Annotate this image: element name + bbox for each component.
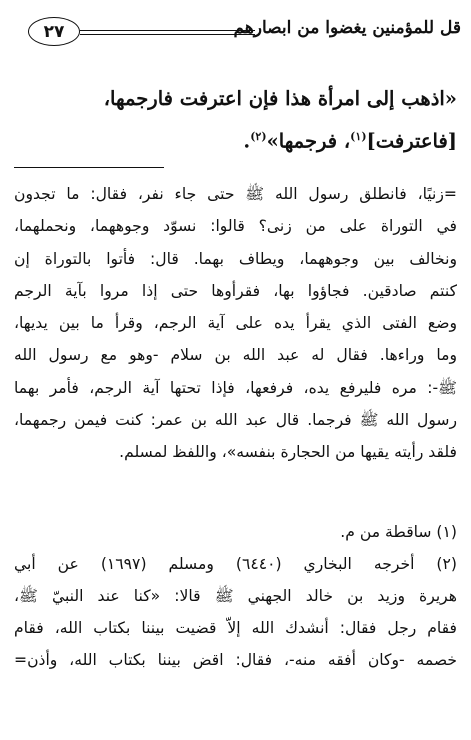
body-line: ﷺ-: مره فليرفع يده، فرفعها، فإذا تحتها آية الرجم، فأمر بهما — [14, 378, 457, 397]
header-rule-inner — [80, 34, 255, 35]
footnote-ref-1: (١) — [350, 130, 367, 143]
footnote-ref-2: (٢) — [250, 130, 267, 143]
body-line: كنتم صادقين. فجاؤوا بها، فقرأوها حتى إذا مروا بآية الرجم — [14, 281, 457, 300]
main-line-2 — [14, 118, 457, 161]
page-number — [28, 17, 80, 46]
footnote-2-line: خصمه -وكان أفقه منه-، فقال: اقض بيننا بكتاب الله، وأذن= — [14, 651, 457, 669]
body-line: رسول الله ﷺ فرجما. قال عبد الله بن عمر: كنت فيمن رجمهما، — [14, 411, 457, 430]
main-line-1: «اذهب إلى امرأة هذا فإن اعترفت فارجمها، — [103, 87, 457, 110]
main-line-2-a: [فاعترفت] — [366, 129, 457, 153]
body-line: فلقد رأيته يقيها من الحجارة بنفسه»، واللفظ لمسلم. — [119, 443, 457, 462]
footnote-2-line: (٢) أخرجه البخاري (٦٤٤٠) ومسلم (١٦٩٧) عن أبي — [14, 555, 457, 573]
page-number-text: ٢٧ — [43, 21, 65, 42]
running-title: قل للمؤمنين يغضوا من ابصارهم — [233, 18, 461, 38]
body-line: ونخالف بين وجوههما، ويطاف بهما. قال: فأتوا بالتوراة إن — [14, 249, 457, 268]
body-line: =زنيًا، فانطلق رسول الله ﷺ حتى جاء نفر، فقال: ما تجدون — [14, 185, 457, 203]
footnote-separator — [14, 167, 164, 168]
footnotes — [14, 516, 457, 676]
footnote-1: (١) ساقطة من م. — [340, 523, 457, 541]
main-line-2-end: . — [243, 129, 251, 153]
main-line-2-b: ، فرجمها» — [266, 129, 351, 153]
footnote-2-line: فقام رجل فقال: أنشدك الله إلاّ قضيت بيننا بكتاب الله، فقام — [14, 619, 457, 637]
footnote-2-line: هريرة وزيد بن خالد الجهني ﷺ قالا: «كنا عند النبيّ ﷺ، — [14, 587, 457, 605]
main-text — [14, 80, 457, 161]
body-line: في التوراة على من زنى؟ قالوا: نسوّد وجوههما، ونحملهما، — [14, 217, 457, 236]
running-header — [8, 12, 463, 64]
header-rule — [80, 30, 255, 31]
continued-footnote-text — [14, 178, 457, 469]
body-line: وما وراءها. فقال له عبد الله بن سلام -وهو مع رسول الله — [14, 346, 457, 365]
body-line: وضع الفتى الذي يقرأ يده على آية الرجم، وقرأ ما بين يديها، — [14, 314, 457, 333]
